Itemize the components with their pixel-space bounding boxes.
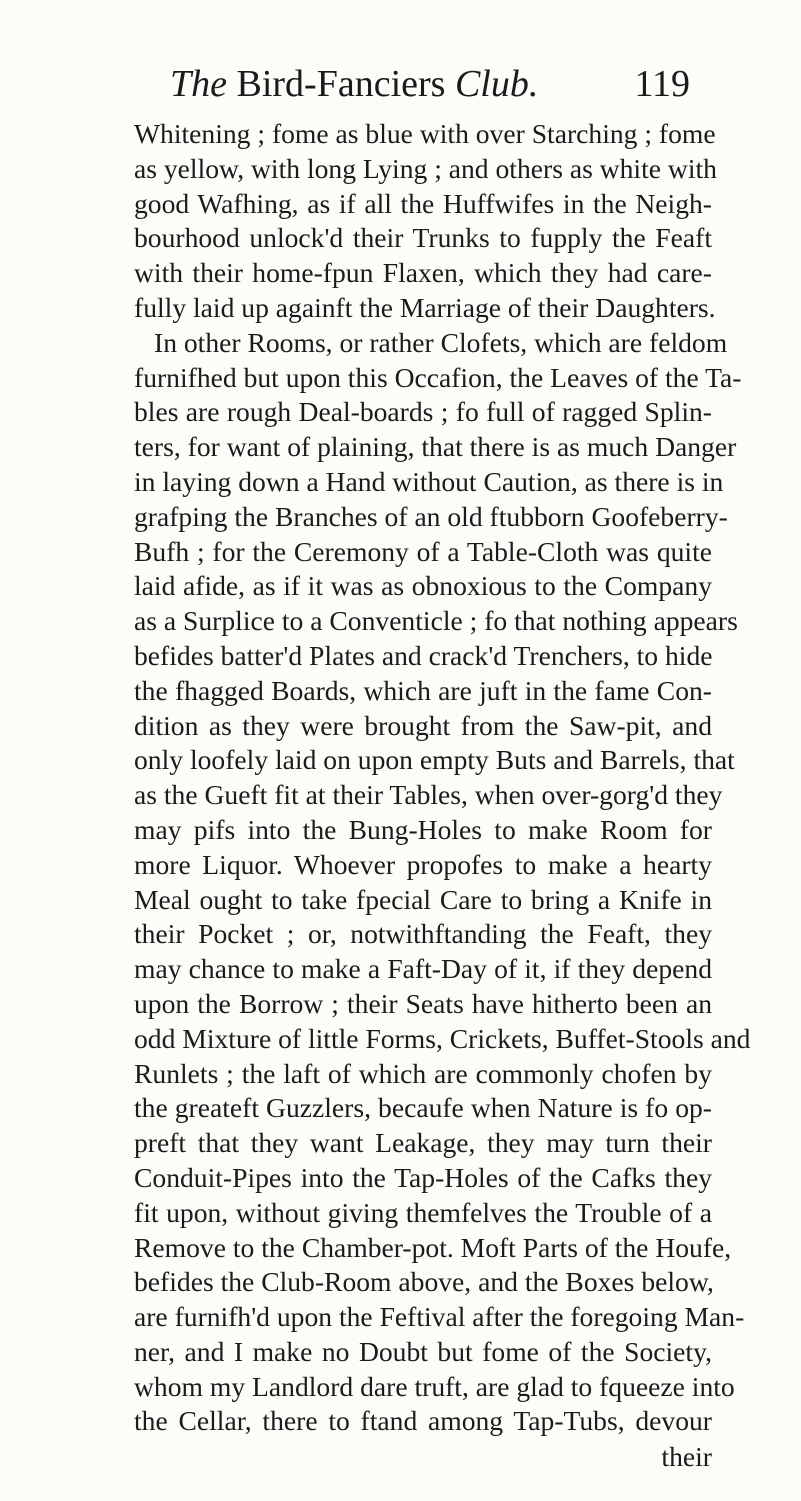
text-line: ters, for want of plaining, that there is as much Danger bbox=[134, 431, 737, 463]
text-line: may chance to make a Faft-Day of it, if they depend bbox=[134, 953, 712, 985]
text-line: grafping the Branches of an old ftubborn Goofeberry- bbox=[134, 500, 728, 532]
text-line: In other Rooms, or rather Clofets, which are feldom bbox=[154, 326, 728, 358]
text-line: befides the Club-Room above, and the Boxes below, bbox=[134, 1266, 714, 1298]
text-line: as the Gueft fit at their Tables, when over-gorg'd they bbox=[134, 779, 723, 811]
text-line: are furnifh'd upon the Feftival after the foregoing Man- bbox=[134, 1301, 745, 1333]
text-line: whom my Landlord dare truft, are glad to fqueeze into bbox=[134, 1370, 735, 1402]
text-line: their Pocket ; or, notwithftanding the Feaft, they bbox=[134, 918, 712, 950]
text-line: the fhagged Boards, which are juft in the fame Con- bbox=[134, 674, 712, 706]
text-line: ner, and I make no Doubt but fome of the Society, bbox=[134, 1335, 712, 1367]
running-title-main: Bird-Fanciers bbox=[236, 63, 446, 105]
text-line: bourhood unlock'd their Trunks to fupply the Feaft bbox=[134, 222, 712, 254]
text-line: with their home-fpun Flaxen, which they had care- bbox=[134, 257, 712, 289]
text-line: fit upon, without giving themfelves the Trouble of a bbox=[134, 1196, 712, 1228]
text-line: the greateft Guzzlers, becaufe when Nature is fo op- bbox=[134, 1092, 712, 1124]
text-line: befides batter'd Plates and crack'd Trenchers, to hide bbox=[134, 639, 713, 671]
running-title-club: Club. bbox=[454, 63, 539, 105]
text-line: Remove to the Chamber-pot. Moft Parts of the Houfe, bbox=[134, 1231, 732, 1263]
body-text bbox=[134, 117, 751, 1439]
text-line: as a Surplice to a Conventicle ; fo that nothing appears bbox=[134, 605, 738, 637]
running-title-the: The bbox=[170, 63, 227, 105]
running-title bbox=[170, 62, 538, 106]
text-line: dition as they were brought from the Saw-pit, and bbox=[134, 709, 712, 741]
text-line: laid afide, as if it was as obnoxious to the Company bbox=[134, 570, 712, 602]
text-line: only loofely laid on upon empty Buts and Barrels, that bbox=[134, 744, 735, 776]
text-line: good Wafhing, as if all the Huffwifes in the Neigh- bbox=[134, 187, 712, 219]
text-line: fully laid up againft the Marriage of their Daughters. bbox=[134, 291, 716, 323]
page-number: 119 bbox=[634, 63, 690, 105]
text-line: as yellow, with long Lying ; and others as white with bbox=[134, 152, 717, 184]
text-line: Meal ought to take fpecial Care to bring a Knife in bbox=[134, 883, 712, 915]
text-line: furnifhed but upon this Occafion, the Leaves of the Ta- bbox=[134, 361, 742, 393]
text-line: Runlets ; the laft of which are commonly chofen by bbox=[134, 1057, 712, 1089]
text-line: odd Mixture of little Forms, Crickets, Buffet-Stools and bbox=[134, 1022, 751, 1054]
text-line: upon the Borrow ; their Seats have hitherto been an bbox=[134, 987, 712, 1019]
text-line: preft that they want Leakage, they may turn their bbox=[134, 1127, 712, 1159]
text-line: the Cellar, there to ftand among Tap-Tubs, devour bbox=[134, 1405, 712, 1437]
text-line: more Liquor. Whoever propofes to make a hearty bbox=[134, 848, 712, 880]
text-line: Bufh ; for the Ceremony of a Table-Cloth was quite bbox=[134, 535, 712, 567]
text-line: in laying down a Hand without Caution, as there is in bbox=[134, 465, 724, 497]
text-line: Conduit-Pipes into the Tap-Holes of the Cafks they bbox=[134, 1161, 712, 1193]
text-line: bles are rough Deal-boards ; fo full of ragged Splin- bbox=[134, 396, 712, 428]
catchword: their bbox=[661, 1441, 712, 1472]
running-head bbox=[170, 62, 690, 112]
text-line: Whitening ; fome as blue with over Starching ; fome bbox=[134, 118, 716, 149]
text-line: may pifs into the Bung-Holes to make Room for bbox=[134, 813, 712, 845]
